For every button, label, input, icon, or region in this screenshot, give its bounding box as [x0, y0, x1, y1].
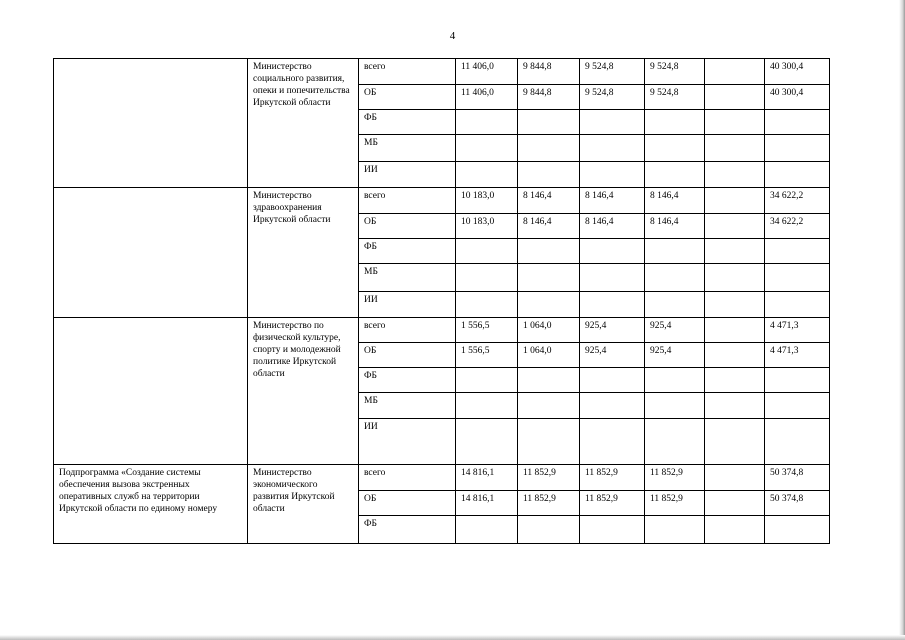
- scan-edge: [899, 0, 905, 640]
- amount-cell: [645, 239, 705, 264]
- amount-cell: [580, 368, 645, 393]
- amount-cell: [705, 59, 765, 85]
- funding-source-cell: ОБ: [359, 85, 456, 110]
- amount-cell: 10 183,0: [456, 188, 518, 214]
- total-cell: 50 374,8: [765, 491, 830, 516]
- amount-cell: [645, 419, 705, 465]
- total-cell: [765, 292, 830, 318]
- table-row: [54, 188, 830, 214]
- total-cell: [765, 368, 830, 393]
- funding-source-cell: всего: [359, 318, 456, 343]
- amount-cell: [705, 491, 765, 516]
- amount-cell: [645, 292, 705, 318]
- amount-cell: 8 146,4: [645, 188, 705, 214]
- amount-cell: 9 524,8: [645, 59, 705, 85]
- organization-cell: Министерство по физической культуре, спорту и молодежной политике Иркутской области: [248, 318, 359, 465]
- program-cell: [54, 59, 248, 188]
- amount-cell: [705, 393, 765, 419]
- amount-cell: [580, 393, 645, 419]
- amount-cell: 925,4: [580, 318, 645, 343]
- amount-cell: 925,4: [580, 343, 645, 368]
- amount-cell: [518, 292, 580, 318]
- organization-cell: Министерство здравоохранения Иркутской области: [248, 188, 359, 318]
- total-cell: 4 471,3: [765, 318, 830, 343]
- amount-cell: [705, 465, 765, 491]
- funding-source-cell: ФБ: [359, 368, 456, 393]
- amount-cell: 8 146,4: [580, 214, 645, 239]
- amount-cell: 14 816,1: [456, 491, 518, 516]
- funding-source-cell: всего: [359, 59, 456, 85]
- total-cell: [765, 135, 830, 162]
- amount-cell: 14 816,1: [456, 465, 518, 491]
- amount-cell: [456, 516, 518, 544]
- amount-cell: [645, 516, 705, 544]
- amount-cell: [580, 292, 645, 318]
- scan-edge-bottom: [0, 635, 905, 640]
- amount-cell: [580, 516, 645, 544]
- amount-cell: [705, 318, 765, 343]
- amount-cell: [705, 419, 765, 465]
- amount-cell: [456, 292, 518, 318]
- amount-cell: 8 146,4: [645, 214, 705, 239]
- amount-cell: 9 844,8: [518, 59, 580, 85]
- amount-cell: 11 406,0: [456, 59, 518, 85]
- amount-cell: 11 852,9: [645, 491, 705, 516]
- funding-source-cell: ОБ: [359, 343, 456, 368]
- total-cell: 4 471,3: [765, 343, 830, 368]
- total-cell: 50 374,8: [765, 465, 830, 491]
- amount-cell: 8 146,4: [518, 188, 580, 214]
- total-cell: 40 300,4: [765, 85, 830, 110]
- amount-cell: [580, 239, 645, 264]
- amount-cell: [705, 516, 765, 544]
- total-cell: [765, 162, 830, 188]
- funding-source-cell: ИИ: [359, 419, 456, 465]
- table-row: [54, 465, 830, 491]
- amount-cell: [518, 419, 580, 465]
- amount-cell: [518, 135, 580, 162]
- amount-cell: 11 852,9: [518, 491, 580, 516]
- amount-cell: [705, 343, 765, 368]
- amount-cell: [518, 393, 580, 419]
- amount-cell: [580, 162, 645, 188]
- page-number: 4: [449, 30, 456, 42]
- amount-cell: 8 146,4: [518, 214, 580, 239]
- table-row: [54, 59, 830, 85]
- amount-cell: 9 524,8: [580, 85, 645, 110]
- total-cell: 34 622,2: [765, 188, 830, 214]
- organization-cell: Министерство экономического развития Иркутской области: [248, 465, 359, 544]
- amount-cell: 11 852,9: [580, 491, 645, 516]
- program-cell: Подпрограмма «Создание системы обеспечения вызова экстренных оперативных служб на территории Иркутской области по единому номеру: [54, 465, 248, 544]
- amount-cell: 8 146,4: [580, 188, 645, 214]
- funding-source-cell: МБ: [359, 135, 456, 162]
- funding-source-cell: МБ: [359, 264, 456, 292]
- amount-cell: 11 852,9: [580, 465, 645, 491]
- amount-cell: [705, 239, 765, 264]
- amount-cell: 9 524,8: [645, 85, 705, 110]
- amount-cell: [580, 419, 645, 465]
- amount-cell: [645, 393, 705, 419]
- amount-cell: [580, 110, 645, 135]
- amount-cell: [456, 368, 518, 393]
- funding-source-cell: всего: [359, 188, 456, 214]
- amount-cell: 1 064,0: [518, 318, 580, 343]
- total-cell: [765, 393, 830, 419]
- funding-source-cell: ОБ: [359, 214, 456, 239]
- table-row: [54, 318, 830, 343]
- amount-cell: 9 844,8: [518, 85, 580, 110]
- funding-source-cell: ФБ: [359, 516, 456, 544]
- amount-cell: [705, 162, 765, 188]
- amount-cell: [456, 419, 518, 465]
- amount-cell: [518, 239, 580, 264]
- amount-cell: [580, 135, 645, 162]
- amount-cell: 9 524,8: [580, 59, 645, 85]
- amount-cell: [456, 393, 518, 419]
- amount-cell: [456, 135, 518, 162]
- amount-cell: 1 556,5: [456, 318, 518, 343]
- amount-cell: [705, 264, 765, 292]
- amount-cell: [518, 264, 580, 292]
- amount-cell: [518, 110, 580, 135]
- funding-source-cell: ИИ: [359, 162, 456, 188]
- amount-cell: [705, 214, 765, 239]
- funding-source-cell: ИИ: [359, 292, 456, 318]
- amount-cell: 1 064,0: [518, 343, 580, 368]
- funding-source-cell: ОБ: [359, 491, 456, 516]
- amount-cell: [705, 85, 765, 110]
- amount-cell: [518, 516, 580, 544]
- amount-cell: [705, 292, 765, 318]
- amount-cell: 11 406,0: [456, 85, 518, 110]
- amount-cell: [705, 188, 765, 214]
- amount-cell: 11 852,9: [518, 465, 580, 491]
- amount-cell: [705, 110, 765, 135]
- funding-source-cell: ФБ: [359, 110, 456, 135]
- amount-cell: 1 556,5: [456, 343, 518, 368]
- amount-cell: [518, 162, 580, 188]
- total-cell: [765, 110, 830, 135]
- total-cell: [765, 264, 830, 292]
- total-cell: [765, 516, 830, 544]
- amount-cell: [705, 135, 765, 162]
- amount-cell: [456, 239, 518, 264]
- amount-cell: [645, 368, 705, 393]
- amount-cell: [580, 264, 645, 292]
- program-cell: [54, 188, 248, 318]
- amount-cell: 11 852,9: [645, 465, 705, 491]
- total-cell: [765, 239, 830, 264]
- amount-cell: [456, 264, 518, 292]
- funding-source-cell: ФБ: [359, 239, 456, 264]
- organization-cell: Министерство социального развития, опеки и попечительства Иркутской области: [248, 59, 359, 188]
- amount-cell: 10 183,0: [456, 214, 518, 239]
- total-cell: 40 300,4: [765, 59, 830, 85]
- total-cell: 34 622,2: [765, 214, 830, 239]
- amount-cell: [645, 162, 705, 188]
- amount-cell: 925,4: [645, 318, 705, 343]
- total-cell: [765, 419, 830, 465]
- amount-cell: [645, 135, 705, 162]
- funding-source-cell: МБ: [359, 393, 456, 419]
- funding-table: [53, 58, 830, 544]
- amount-cell: [456, 110, 518, 135]
- amount-cell: 925,4: [645, 343, 705, 368]
- amount-cell: [518, 368, 580, 393]
- amount-cell: [645, 264, 705, 292]
- amount-cell: [456, 162, 518, 188]
- program-cell: [54, 318, 248, 465]
- amount-cell: [705, 368, 765, 393]
- amount-cell: [645, 110, 705, 135]
- funding-source-cell: всего: [359, 465, 456, 491]
